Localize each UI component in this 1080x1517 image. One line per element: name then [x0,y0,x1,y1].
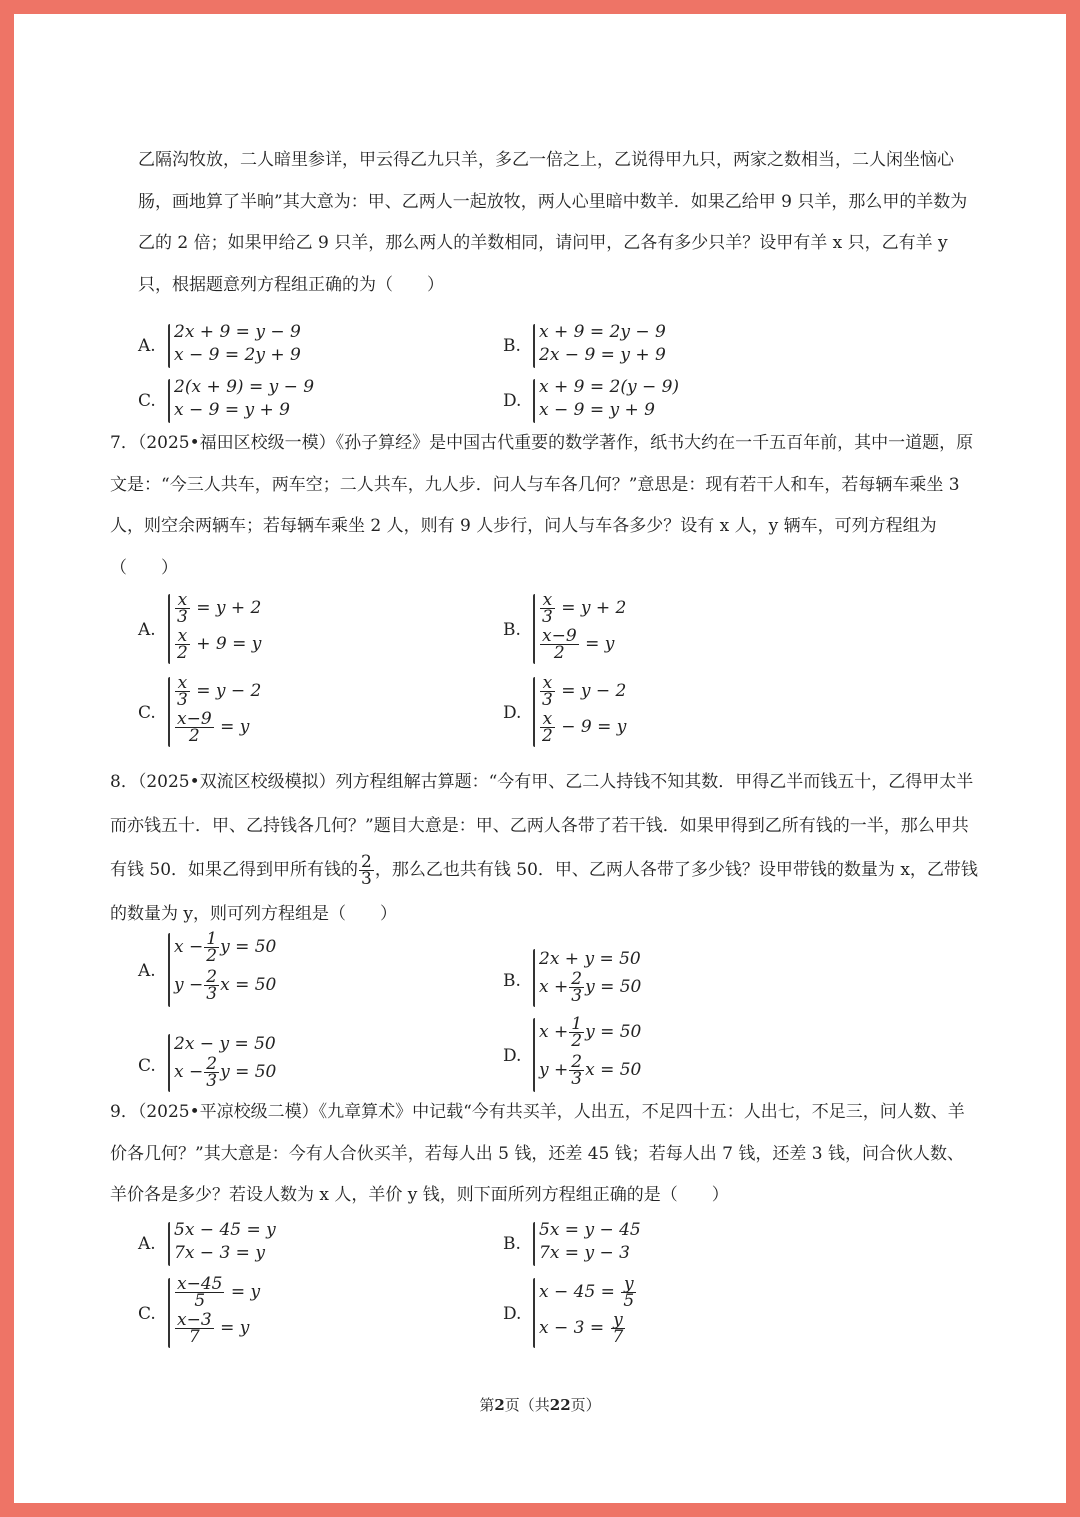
q8-option-b[interactable]: B. 2x + y = 50 x + $\frac{2}{3}$ y = 50 [503,949,642,1006]
q7-option-d[interactable]: D. $\frac{x}{3}$ = y − 2 $\frac{x}{2}$ − 9 = y [503,673,627,746]
q8-text: 8．（2025•双流区校级模拟）列方程组解古算题：“今有甲、乙二人持钱不知其数．甲得乙半而钱五十，乙得甲太半而亦钱五十．甲、乙持钱各几何？”题目大意是：甲、乙两人各带了若干钱．如果甲得到乙所有钱的一半，那么甲共有钱 50．如果乙得到甲所有钱的 $\frac{2}{3}$ ，那么乙也共有钱 50．甲、乙两人各带了多少钱？设甲带钱的数量为 x，乙带钱的数量为 y，则可列方程组是（ ） [110,772,978,924]
q6-text: 乙隔沟牧放，二人暗里参详，甲云得乙九只羊，多乙一倍之上，乙说得甲九只，两家之数相当，二人闲坐恼心肠，画地算了半晌”其大意为：甲、乙两人一起放牧，两人心里暗中数羊．如果乙给甲 9 只羊，那么甲的羊数为乙的 2 倍；如果甲给乙 9 只羊，那么两人的羊数相同，请问甲，乙各有多少只羊？设甲有羊 x 只，乙有羊 y 只，根据题意列方程组正确的为（ ） [138,150,968,295]
brace [533,1018,535,1092]
q8-option-c[interactable]: C. 2x − y = 50 x − $\frac{2}{3}$ y = 50 [138,1034,277,1091]
brace [533,1278,535,1348]
brace [168,379,170,423]
q8-option-d[interactable]: D. x + $\frac{1}{2}$ y = 50 y + $\frac{2}{3}$ x = 50 [503,1016,803,1096]
brace [533,379,535,423]
brace [533,677,535,747]
q7-option-b[interactable]: B. $\frac{x}{3}$ = y + 2 $\frac{x-9}{2}$ = y [503,590,627,663]
q6-option-d[interactable]: D. x + 9 = 2(y − 9) x − 9 = y + 9 [503,377,803,429]
brace [168,324,170,368]
brace [168,1034,170,1092]
q7-option-a[interactable]: A. $\frac{x}{3}$ = y + 2 $\frac{x}{2}$ + 9 = y [138,590,262,663]
brace [533,594,535,664]
document-page [14,14,1066,1503]
brace [168,594,170,664]
two-thirds-fraction: $\frac{2}{3}$ [361,852,372,889]
q7-option-c[interactable]: C. $\frac{x}{3}$ = y − 2 $\frac{x-9}{2}$ = y [138,673,262,746]
q9-text: 9．（2025•平凉校级二模）《九章算术》中记载“今有共买羊，人出五，不足四十五：人出七，不足三，问人数、羊价各几何？”其大意是：今有人合伙买羊，若每人出 5 钱，还差 45 钱；若每人出 7 钱，还差 3 钱，问合伙人数、羊价各是多少？若设人数为 x 人，羊价 y 钱，则下面所列方程组正确的是（ ） [110,1102,965,1205]
q7-text: 7．（2025•福田区校级一模）《孙子算经》是中国古代重要的数学著作，纸书大约在一千五百年前，其中一道题，原文是：“今三人共车，两车空；二人共车，九人步．问人与车各几何？”意思是：现有若干人和车，若每辆车乘坐 3 人，则空余两辆车；若每辆车乘坐 2 人，则有 9 人步行，问人与车各多少？设有 x 人，y 辆车，可列方程组为（ ） [110,433,974,578]
q9-option-b[interactable]: B. 5x = y − 45 7x = y − 3 [503,1220,803,1272]
brace [168,933,170,1007]
q6-option-c[interactable]: C. 2(x + 9) = y − 9 x − 9 = y + 9 [138,377,438,429]
brace [533,1222,535,1266]
q6-option-b[interactable]: B. x + 9 = 2y − 9 2x − 9 = y + 9 [503,322,803,374]
page-footer: 第2页（共22页） [479,1396,601,1414]
brace [168,1278,170,1348]
brace [533,324,535,368]
q9-option-a[interactable]: A. 5x − 45 = y 7x − 3 = y [138,1220,438,1272]
q8-option-a[interactable]: A. x − $\frac{1}{2}$ y = 50 y − $\frac{2}{3}$ x = 50 [138,931,438,1011]
brace [168,677,170,747]
brace [168,1222,170,1266]
brace [533,949,535,1007]
q6-option-a[interactable]: A. 2x + 9 = y − 9 x − 9 = 2y + 9 [138,322,438,374]
q9-option-c[interactable]: C. $\frac{x-45}{5}$ = y $\frac{x-3}{7}$ = y [138,1274,261,1347]
q9-option-d[interactable]: D. x − 45 = $\frac{y}{5}$ x − 3 = $\frac{y}{7}$ [503,1274,635,1347]
